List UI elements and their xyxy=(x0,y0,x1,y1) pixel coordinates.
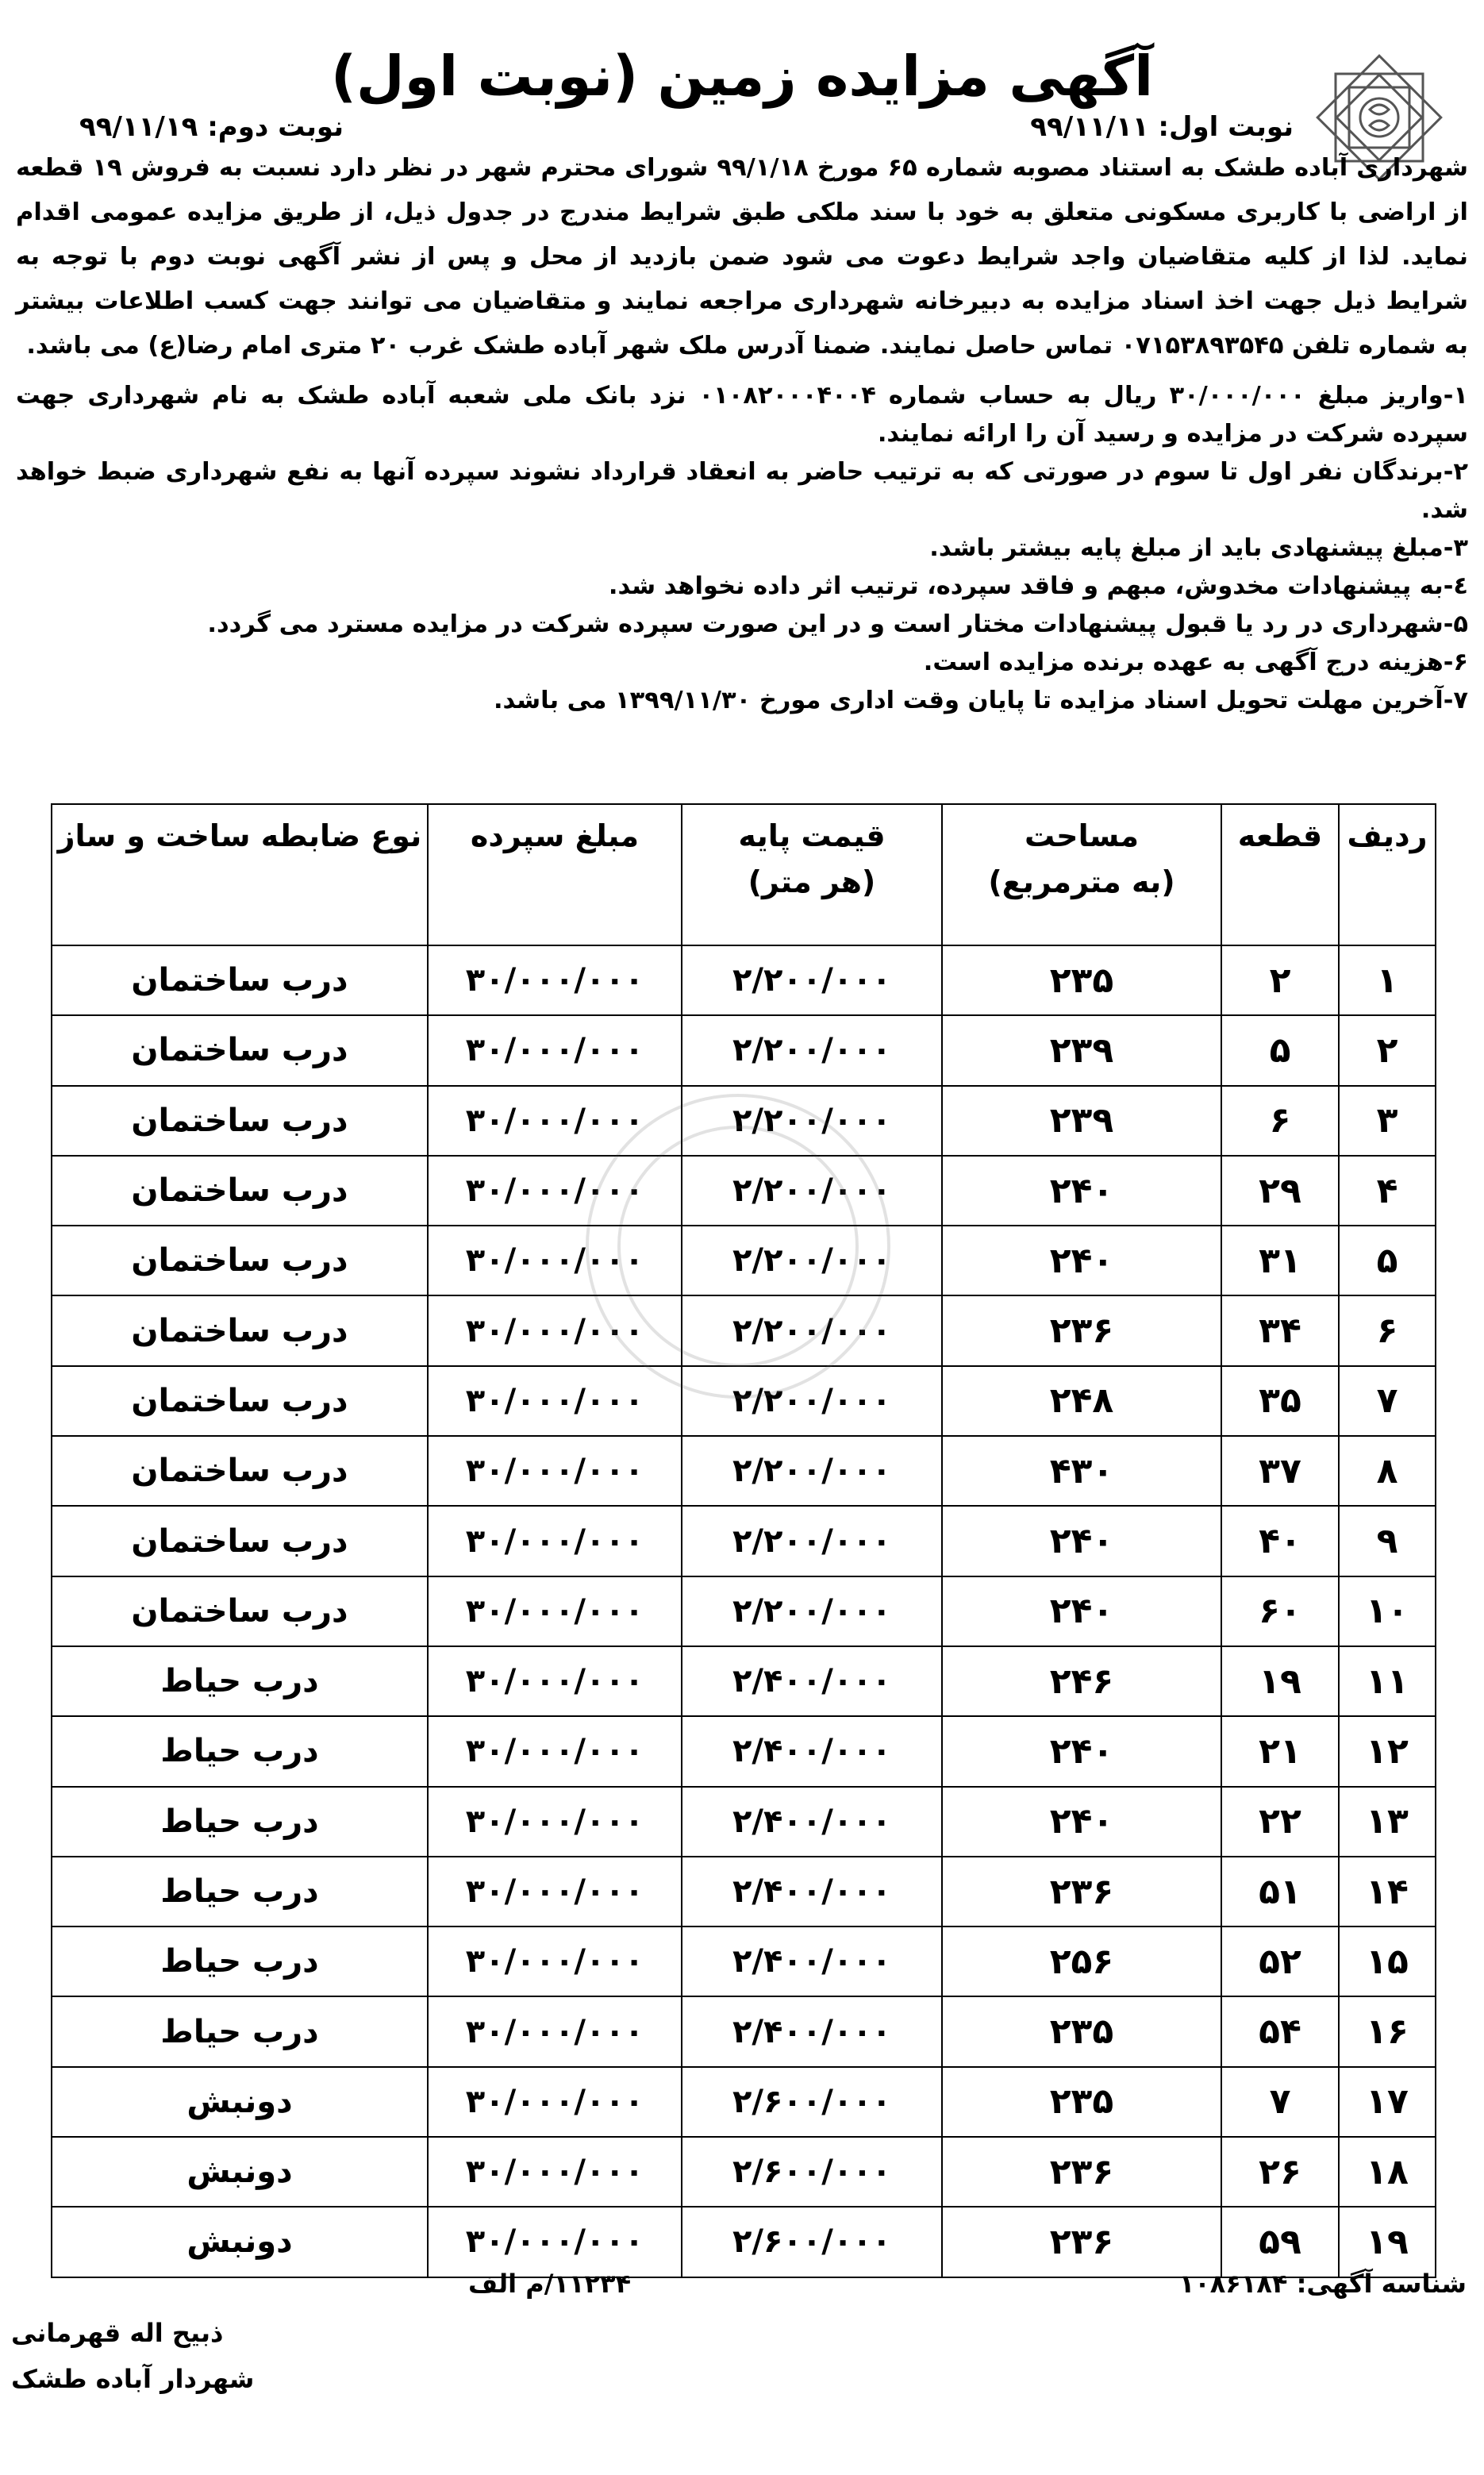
cell-deposit: ۳۰/۰۰۰/۰۰۰ xyxy=(428,945,682,1015)
cell-deposit: ۳۰/۰۰۰/۰۰۰ xyxy=(428,2137,682,2207)
cell-area: ۲۳۹ xyxy=(942,1015,1221,1085)
cell-row-number: ۴ xyxy=(1339,1156,1436,1226)
table-row xyxy=(52,1295,1436,1365)
condition-item: ۵-شهرداری در رد یا قبول پیشنهادات مختار است و در این صورت سپرده شرکت در مزایده مسترد می گردد. xyxy=(207,610,1468,638)
table-row xyxy=(52,1506,1436,1576)
table-row xyxy=(52,1366,1436,1436)
cell-area: ۴۳۰ xyxy=(942,1436,1221,1506)
cell-plot: ۲۱ xyxy=(1221,1716,1339,1786)
cell-deposit: ۳۰/۰۰۰/۰۰۰ xyxy=(428,1226,682,1295)
header-deposit: مبلغ سپرده xyxy=(428,804,682,945)
header-construction-type: نوع ضابطه ساخت و ساز xyxy=(52,804,428,945)
cell-deposit: ۳۰/۰۰۰/۰۰۰ xyxy=(428,1857,682,1926)
cell-construction-type: دونبش xyxy=(52,2067,428,2137)
cell-plot: ۱۹ xyxy=(1221,1646,1339,1716)
table-row xyxy=(52,1787,1436,1857)
cell-row-number: ۱۴ xyxy=(1339,1857,1436,1926)
cell-construction-type: دونبش xyxy=(52,2207,428,2277)
cell-deposit: ۳۰/۰۰۰/۰۰۰ xyxy=(428,2207,682,2277)
cell-construction-type: درب ساختمان xyxy=(52,1156,428,1226)
cell-plot: ۳۵ xyxy=(1221,1366,1339,1436)
cell-area: ۲۴۰ xyxy=(942,1787,1221,1857)
table-row xyxy=(52,1996,1436,2066)
cell-construction-type: درب ساختمان xyxy=(52,945,428,1015)
cell-construction-type: درب ساختمان xyxy=(52,1506,428,1576)
cell-deposit: ۳۰/۰۰۰/۰۰۰ xyxy=(428,1926,682,1996)
cell-deposit: ۳۰/۰۰۰/۰۰۰ xyxy=(428,1787,682,1857)
cell-base-price: ۲/۲۰۰/۰۰۰ xyxy=(682,1086,942,1156)
reference-number: ۱۱۲۳۴/م الف xyxy=(468,2269,632,2299)
cell-area: ۲۴۰ xyxy=(942,1156,1221,1226)
cell-construction-type: درب ساختمان xyxy=(52,1226,428,1295)
table-row xyxy=(52,2207,1436,2277)
cell-row-number: ۱۱ xyxy=(1339,1646,1436,1716)
cell-area: ۲۳۶ xyxy=(942,1295,1221,1365)
cell-base-price: ۲/۴۰۰/۰۰۰ xyxy=(682,1787,942,1857)
cell-area: ۲۳۶ xyxy=(942,2207,1221,2277)
cell-base-price: ۲/۲۰۰/۰۰۰ xyxy=(682,945,942,1015)
cell-construction-type: درب ساختمان xyxy=(52,1576,428,1646)
cell-area: ۲۳۵ xyxy=(942,945,1221,1015)
first-turn-date: ۹۹/۱۱/۱۱ xyxy=(1030,111,1149,143)
header-price-unit: (هر متر) xyxy=(748,864,876,899)
cell-area: ۲۵۶ xyxy=(942,1926,1221,1996)
cell-base-price: ۲/۲۰۰/۰۰۰ xyxy=(682,1295,942,1365)
notice-intro-paragraph: شهرداری آباده طشک به استناد مصوبه شماره ۶۵ مورخ ۹۹/۱/۱۸ شورای محترم شهر در نظر دارد نسبت به فروش ۱۹ قطعه از اراضی با کاربری مسکونی متعلق به خود با سند ملکی طبق شرایط مندرج در جدول ذیل، از طریق مزایده عمومی اقدام نماید. لذا از کلیه متقاضیان واجد شرایط دعوت می شود ضمن بازدید از محل و پس از نشر آگهی نوبت دوم با توجه به شرایط ذیل جهت اخذ اسناد مزایده به دبیرخانه شهرداری مراجعه نمایند و متقاضیان می توانند جهت کسب اطلاعات بیشتر به شماره تلفن ۰۷۱۵۳۸۹۳۵۴۵ تماس حاصل نمایند. ضمنا آدرس ملک شهر آباده طشک غرب ۲۰ متری امام رضا(ع) می باشد. xyxy=(16,154,1468,360)
cell-row-number: ۲ xyxy=(1339,1015,1436,1085)
cell-area: ۲۴۰ xyxy=(942,1506,1221,1576)
cell-row-number: ۱۳ xyxy=(1339,1787,1436,1857)
cell-plot: ۲ xyxy=(1221,945,1339,1015)
table-row xyxy=(52,1015,1436,1085)
cell-construction-type: درب ساختمان xyxy=(52,1086,428,1156)
cell-row-number: ۱۵ xyxy=(1339,1926,1436,1996)
cell-deposit: ۳۰/۰۰۰/۰۰۰ xyxy=(428,1646,682,1716)
cell-plot: ۵۴ xyxy=(1221,1996,1339,2066)
cell-deposit: ۳۰/۰۰۰/۰۰۰ xyxy=(428,1156,682,1226)
cell-deposit: ۳۰/۰۰۰/۰۰۰ xyxy=(428,1506,682,1576)
cell-row-number: ۷ xyxy=(1339,1366,1436,1436)
second-turn-label: نوبت دوم: xyxy=(207,111,344,143)
cell-base-price: ۲/۲۰۰/۰۰۰ xyxy=(682,1506,942,1576)
cell-construction-type: درب ساختمان xyxy=(52,1366,428,1436)
table-row xyxy=(52,1646,1436,1716)
cell-construction-type: درب ساختمان xyxy=(52,1436,428,1506)
header-area-unit: (به مترمربع) xyxy=(988,864,1175,899)
cell-base-price: ۲/۲۰۰/۰۰۰ xyxy=(682,1576,942,1646)
conditions-list xyxy=(16,377,1468,720)
cell-base-price: ۲/۶۰۰/۰۰۰ xyxy=(682,2137,942,2207)
cell-base-price: ۲/۲۰۰/۰۰۰ xyxy=(682,1015,942,1085)
cell-construction-type: درب حیاط xyxy=(52,1996,428,2066)
cell-area: ۲۳۹ xyxy=(942,1086,1221,1156)
cell-plot: ۵۹ xyxy=(1221,2207,1339,2277)
table-row xyxy=(52,1857,1436,1926)
table-row xyxy=(52,1226,1436,1295)
cell-construction-type: درب حیاط xyxy=(52,1926,428,1996)
table-row xyxy=(52,1156,1436,1226)
cell-deposit: ۳۰/۰۰۰/۰۰۰ xyxy=(428,1086,682,1156)
header-plot: قطعه xyxy=(1221,804,1339,945)
cell-plot: ۵ xyxy=(1221,1015,1339,1085)
cell-deposit: ۳۰/۰۰۰/۰۰۰ xyxy=(428,2067,682,2137)
cell-area: ۲۳۶ xyxy=(942,2137,1221,2207)
table-row xyxy=(52,945,1436,1015)
cell-area: ۲۴۰ xyxy=(942,1226,1221,1295)
cell-deposit: ۳۰/۰۰۰/۰۰۰ xyxy=(428,1015,682,1085)
cell-row-number: ۱۰ xyxy=(1339,1576,1436,1646)
cell-plot: ۴۰ xyxy=(1221,1506,1339,1576)
condition-item: ۱-واریز مبلغ ۳۰/۰۰۰/۰۰۰ ریال به حساب شماره ۰۱۰۸۲۰۰۰۴۰۰۴ نزد بانک ملی شعبه آباده طشک به نام شهرداری جهت سپرده شرکت در مزایده و رسید آن را ارائه نمایند. xyxy=(16,382,1468,448)
plots-table xyxy=(51,803,1436,2278)
header-base-price: قیمت پایه (هر متر) xyxy=(682,804,942,945)
cell-plot: ۳۱ xyxy=(1221,1226,1339,1295)
cell-row-number: ۳ xyxy=(1339,1086,1436,1156)
cell-base-price: ۲/۲۰۰/۰۰۰ xyxy=(682,1226,942,1295)
cell-construction-type: دونبش xyxy=(52,2137,428,2207)
condition-item: ۳-مبلغ پیشنهادی باید از مبلغ پایه بیشتر باشد. xyxy=(929,534,1468,562)
cell-row-number: ۵ xyxy=(1339,1226,1436,1295)
cell-base-price: ۲/۲۰۰/۰۰۰ xyxy=(682,1436,942,1506)
cell-plot: ۲۶ xyxy=(1221,2137,1339,2207)
cell-construction-type: درب حیاط xyxy=(52,1787,428,1857)
condition-item: ۷-آخرین مهلت تحویل اسناد مزایده تا پایان وقت اداری مورخ ۱۳۹۹/۱۱/۳۰ می باشد. xyxy=(493,687,1468,714)
cell-area: ۲۴۰ xyxy=(942,1716,1221,1786)
cell-base-price: ۲/۴۰۰/۰۰۰ xyxy=(682,1996,942,2066)
first-turn xyxy=(1030,110,1294,144)
cell-deposit: ۳۰/۰۰۰/۰۰۰ xyxy=(428,1436,682,1506)
signer-title: شهردار آباده طشک xyxy=(11,2364,255,2394)
cell-base-price: ۲/۶۰۰/۰۰۰ xyxy=(682,2207,942,2277)
cell-base-price: ۲/۴۰۰/۰۰۰ xyxy=(682,1716,942,1786)
cell-row-number: ۸ xyxy=(1339,1436,1436,1506)
cell-area: ۲۳۶ xyxy=(942,1857,1221,1926)
table-row xyxy=(52,1576,1436,1646)
cell-row-number: ۱ xyxy=(1339,945,1436,1015)
cell-deposit: ۳۰/۰۰۰/۰۰۰ xyxy=(428,1366,682,1436)
cell-area: ۲۴۸ xyxy=(942,1366,1221,1436)
table-row xyxy=(52,1086,1436,1156)
cell-row-number: ۱۸ xyxy=(1339,2137,1436,2207)
cell-row-number: ۱۶ xyxy=(1339,1996,1436,2066)
cell-plot: ۶ xyxy=(1221,1086,1339,1156)
notice-title: آگهی مزایده زمین (نوبت اول) xyxy=(330,44,1154,109)
cell-row-number: ۶ xyxy=(1339,1295,1436,1365)
cell-base-price: ۲/۴۰۰/۰۰۰ xyxy=(682,1857,942,1926)
cell-construction-type: درب ساختمان xyxy=(52,1015,428,1085)
table-row xyxy=(52,2067,1436,2137)
header-row-number: ردیف xyxy=(1339,804,1436,945)
cell-plot: ۵۲ xyxy=(1221,1926,1339,1996)
cell-deposit: ۳۰/۰۰۰/۰۰۰ xyxy=(428,1576,682,1646)
cell-plot: ۳۷ xyxy=(1221,1436,1339,1506)
cell-plot: ۵۱ xyxy=(1221,1857,1339,1926)
first-turn-label: نوبت اول: xyxy=(1158,111,1294,143)
table-row xyxy=(52,1436,1436,1506)
second-turn-date: ۹۹/۱۱/۱۹ xyxy=(79,111,198,143)
cell-plot: ۶۰ xyxy=(1221,1576,1339,1646)
cell-base-price: ۲/۲۰۰/۰۰۰ xyxy=(682,1366,942,1436)
header-area: مساحت (به مترمربع) xyxy=(942,804,1221,945)
cell-plot: ۳۴ xyxy=(1221,1295,1339,1365)
cell-row-number: ۱۹ xyxy=(1339,2207,1436,2277)
second-turn xyxy=(79,110,344,144)
cell-construction-type: درب ساختمان xyxy=(52,1295,428,1365)
cell-construction-type: درب حیاط xyxy=(52,1857,428,1926)
cell-base-price: ۲/۲۰۰/۰۰۰ xyxy=(682,1156,942,1226)
cell-construction-type: درب حیاط xyxy=(52,1646,428,1716)
cell-base-price: ۲/۴۰۰/۰۰۰ xyxy=(682,1926,942,1996)
signer-name: ذبیح اله قهرمانی xyxy=(11,2318,224,2348)
cell-deposit: ۳۰/۰۰۰/۰۰۰ xyxy=(428,1295,682,1365)
cell-base-price: ۲/۴۰۰/۰۰۰ xyxy=(682,1646,942,1716)
cell-construction-type: درب حیاط xyxy=(52,1716,428,1786)
cell-row-number: ۹ xyxy=(1339,1506,1436,1576)
cell-area: ۲۳۵ xyxy=(942,1996,1221,2066)
cell-row-number: ۱۲ xyxy=(1339,1716,1436,1786)
table-row xyxy=(52,1926,1436,1996)
cell-area: ۲۴۶ xyxy=(942,1646,1221,1716)
cell-deposit: ۳۰/۰۰۰/۰۰۰ xyxy=(428,1716,682,1786)
cell-area: ۲۴۰ xyxy=(942,1576,1221,1646)
cell-deposit: ۳۰/۰۰۰/۰۰۰ xyxy=(428,1996,682,2066)
cell-plot: ۲۹ xyxy=(1221,1156,1339,1226)
cell-plot: ۷ xyxy=(1221,2067,1339,2137)
cell-row-number: ۱۷ xyxy=(1339,2067,1436,2137)
cell-area: ۲۳۵ xyxy=(942,2067,1221,2137)
cell-base-price: ۲/۶۰۰/۰۰۰ xyxy=(682,2067,942,2137)
condition-item: ۶-هزینه درج آگهی به عهده برنده مزایده است. xyxy=(923,649,1468,676)
condition-item: ۲-برندگان نفر اول تا سوم در صورتی که به ترتیب حاضر به انعقاد قرارداد نشوند سپرده آنها به نفع شهرداری ضبط خواهد شد. xyxy=(16,458,1468,524)
table-body xyxy=(52,945,1436,2277)
table-row xyxy=(52,1716,1436,1786)
table-header-row xyxy=(52,804,1436,945)
condition-item: ٤-به پیشنهادات مخدوش، مبهم و فاقد سپرده، ترتیب اثر داده نخواهد شد. xyxy=(608,572,1468,600)
cell-plot: ۲۲ xyxy=(1221,1787,1339,1857)
notice-id: شناسه آگهی: ۱۰۸۶۱۸۴ xyxy=(1178,2269,1467,2299)
table-row xyxy=(52,2137,1436,2207)
